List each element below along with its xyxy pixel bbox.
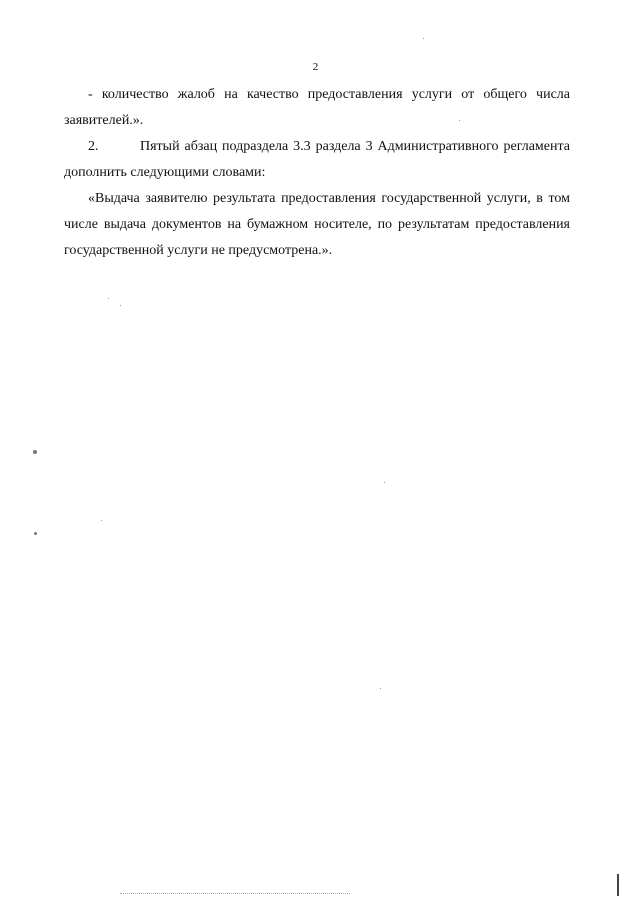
paragraph-item-2 — [64, 134, 570, 186]
scan-speck — [423, 38, 424, 39]
scan-speck — [380, 688, 381, 689]
scan-speck — [34, 532, 37, 535]
scan-speck — [384, 482, 385, 483]
scan-edge-noise — [120, 893, 350, 894]
paragraph-quote: «Выдача заявителю результата предоставления государственной услуги, в том числе выдача документов на бумажном носителе, по результатам предоставления государственной услуги не предусмотрена.». — [64, 191, 570, 258]
paragraph-complaints: - количество жалоб на качество предоставления услуги от общего числа заявителей.». — [64, 87, 570, 128]
document-body — [64, 82, 570, 264]
scan-speck — [33, 450, 37, 454]
scan-edge-mark — [617, 874, 619, 896]
scan-speck — [101, 520, 102, 521]
scan-speck — [459, 120, 460, 121]
item-2-text: Пятый абзац подраздела 3.3 раздела 3 Административного регламента дополнить следующими словами: — [64, 139, 570, 180]
page-number: 2 — [312, 61, 319, 73]
scan-speck — [108, 298, 109, 299]
scan-speck — [120, 305, 121, 306]
item-number: 2. — [88, 139, 99, 154]
